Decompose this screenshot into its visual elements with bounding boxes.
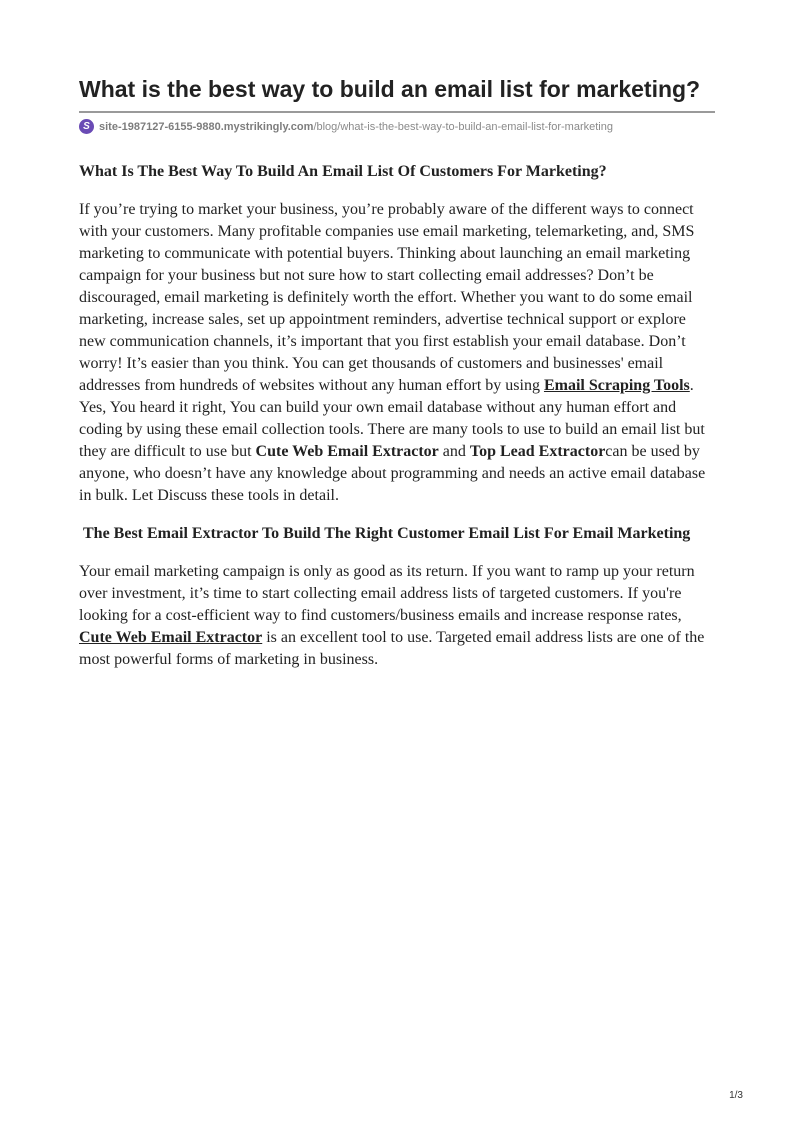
paragraph-1-text-a: If you’re trying to market your business, you’re probably aware of the different ways to connect with your customers. Many profitable companies use email marketing, telemarketing, and, SMS marketing to communicate with potential buyers. Thinking about launching an email marketing campaign for your business but not sure how to start collecting email addresses? Don’t be discouraged, email marketing is definitely worth the effort. Whether you want to do some email marketing, increase sales, set up appointment reminders, advertise technical support or explore new communication channels, it’s important that you first establish your email database. Don’t worry! It’s easier than you think. You can get thousands of customers and businesses' email addresses from hundreds of websites without any human effort by using (79, 201, 695, 394)
section-heading-1: What Is The Best Way To Build An Email List Of Customers For Marketing? (79, 163, 607, 180)
title-divider (79, 111, 715, 113)
paragraph-2-text-a: Your email marketing campaign is only as good as its return. If you want to ramp up your return over investment, it’s time to start collecting email address lists of targeted customers. If you're looking for a cost-efficient way to find customers/business emails and increase response rates, (79, 563, 695, 624)
paragraph-2-text-b: is an excellent tool to use. Targeted email address lists are one of the most powerful forms of marketing in business. (79, 629, 705, 668)
section-heading-2: The Best Email Extractor To Build The Right Customer Email List For Email Marketing (79, 525, 691, 542)
cute-web-email-extractor-link[interactable]: Cute Web Email Extractor (79, 629, 263, 646)
paragraph-1 (79, 199, 715, 507)
article-content (79, 161, 715, 671)
paragraph-1-text-c: and (438, 443, 470, 460)
page-number: 1/3 (729, 1090, 743, 1101)
source-url[interactable] (79, 119, 715, 134)
page-title: What is the best way to build an email list for marketing? (79, 76, 701, 102)
paragraph-1-text-b: . Yes, You heard it right, You can build your own email database without any human effort and coding by using these email collection tools. There are many tools to use to build an email list but they are difficult to use but (79, 377, 705, 460)
strikingly-logo-icon: S (79, 119, 94, 134)
email-scraping-tools-link[interactable]: Email Scraping Tools (543, 377, 690, 394)
source-path[interactable]: /blog/what-is-the-best-way-to-build-an-email-list-for-marketing (313, 120, 613, 133)
source-host[interactable]: site-1987127-6155-9880.mystrikingly.com (99, 120, 314, 133)
paragraph-2 (79, 561, 715, 671)
cute-web-email-extractor-bold: Cute Web Email Extractor (255, 443, 439, 460)
paragraph-1-text-d: can be used by anyone, who doesn’t have any knowledge about programming and needs an active email database in bulk. Let Discuss these tools in detail. (79, 443, 706, 504)
document-page (79, 0, 715, 671)
top-lead-extractor-bold: Top Lead Extractor (469, 443, 606, 460)
